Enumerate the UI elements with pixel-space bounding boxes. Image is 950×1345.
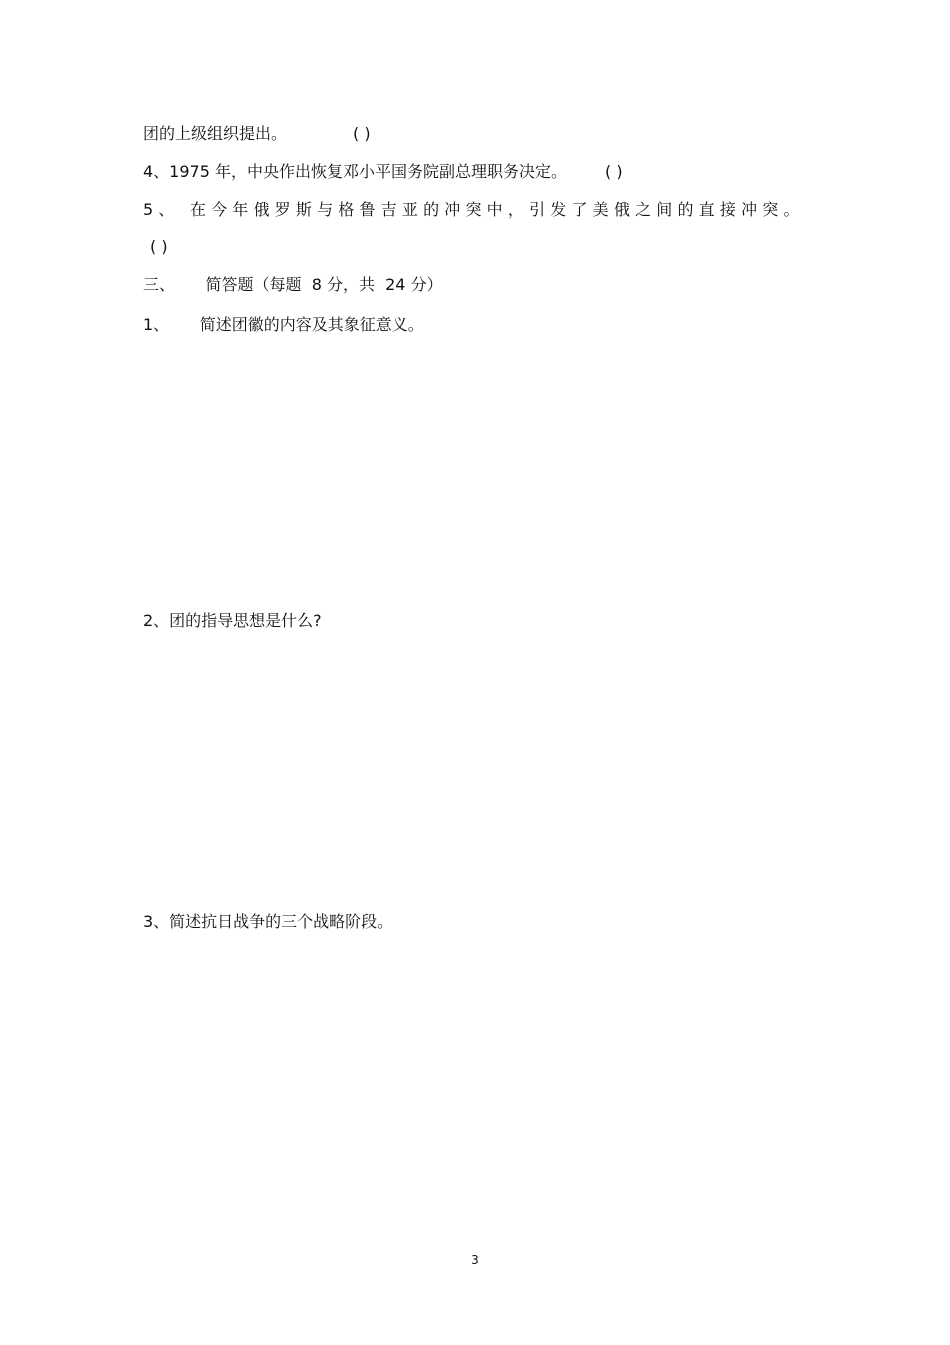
page-number: 3 xyxy=(471,1253,479,1267)
short-answer-question-3: 3、简述抗日战争的三个战略阶段。 xyxy=(143,912,394,931)
answer-blank: ( ) xyxy=(353,124,371,143)
answer-blank: ( ) xyxy=(605,162,623,181)
short-answer-question-2: 2、团的指导思想是什么? xyxy=(143,611,322,630)
question-3-continuation xyxy=(143,124,371,144)
question-3-continuation-text: 团的上级组织提出。 xyxy=(143,124,288,143)
question-4-text: 4、1975 年，中央作出恢复邓小平国务院副总理职务决定。 xyxy=(143,162,567,181)
short-answer-question-1: 1、 简述团徽的内容及其象征意义。 xyxy=(143,315,424,334)
answer-blank: ( ) xyxy=(150,237,168,256)
question-4 xyxy=(143,162,623,182)
section-3-title: 三、 简答题（每题 8 分，共 24 分） xyxy=(143,275,443,294)
question-5-text: 5、 在今年俄罗斯与格鲁吉亚的冲突中，引发了美俄之间的直接冲突。 xyxy=(143,200,805,219)
